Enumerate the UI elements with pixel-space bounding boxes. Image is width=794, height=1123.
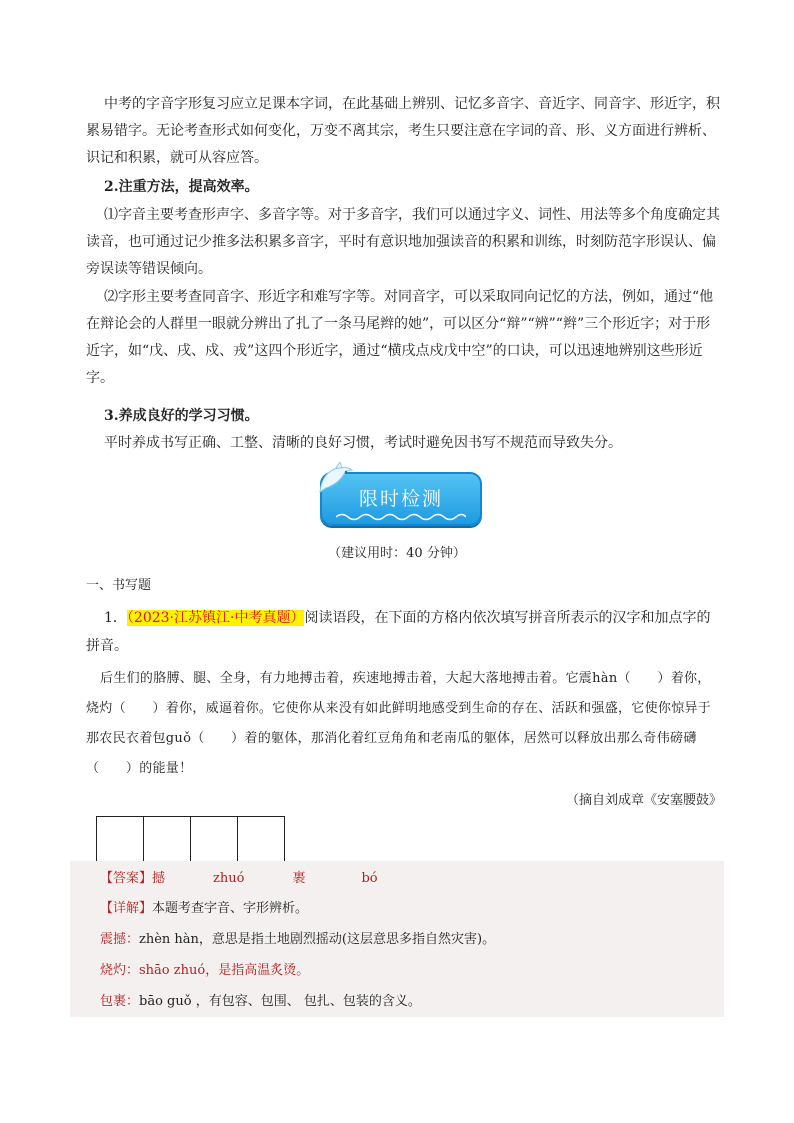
- detail-text: 本题考查字音、字形辨析。: [152, 901, 309, 916]
- detail-line: [100, 899, 308, 919]
- answer-cell[interactable]: [237, 816, 285, 862]
- question-text: 阅读语段，在下面的方格内依次填写拼音所表示的汉字和加点字的拼音。: [86, 610, 711, 654]
- intro-paragraph: 中考的字音字形复习应立足课本字词，在此基础上辨别、记忆多音字、音近字、同音字、形近字，积累易错字。无论考查形式如何变化，万变不离其宗，考生只要注意在字词的音、形、义方面进行辨析、识记和积累，就可从容应答。: [86, 96, 720, 166]
- reading-passage: 后生们的胳膊、腿、全身，有力地搏击着，疾速地搏击着，大起大落地搏击着。它震hàn（ ）着你，烧灼（ ）着你，威逼着你。它使你从来没有如此鲜明地感受到生命的存在、活跃和强盛，它使你惊异于那农民衣着包guǒ（ ）着的躯体，那消化着红豆角角和老南瓜的躯体，居然可以释放出那么奇伟磅礴（ ）的能量！: [86, 671, 712, 776]
- paragraph-shape: ⑵字形主要考查同音字、形近字和难写字等。对同音字，可以采取同向记忆的方法，例如，通过“他在辩论会的人群里一眼就分辨出了扎了一条马尾辫的她”，可以区分“辩”“辨”“辫”三个形近字；对于形近字，如“戊、戌、戍、戎”这四个形近字，通过“横戌点戍戊中空”的口诀，可以迅速地辨别这些形近字。: [86, 289, 714, 386]
- explanation-text: shāo zhuó，是指高温炙烫。: [139, 963, 310, 978]
- answer-item: bó: [361, 871, 378, 886]
- explanation-text: bāo guǒ ，有包容、包围、 包扎、包装的含义。: [139, 994, 421, 1009]
- question-source-tag: （2023·江苏镇江·中考真题）: [126, 610, 305, 626]
- heading-habit: 3.养成良好的学习习惯。: [104, 408, 259, 424]
- answer-panel: [70, 861, 724, 1017]
- explanation-line: [100, 961, 309, 981]
- answer-cell[interactable]: [143, 816, 191, 862]
- question-number: 1．: [104, 610, 127, 626]
- dolphin-icon: [316, 462, 356, 498]
- explanation-word: 震撼：: [100, 932, 140, 947]
- explanation-word: 烧灼：: [100, 963, 140, 978]
- answer-cell[interactable]: [190, 816, 238, 862]
- passage-source: （摘自刘成章《安塞腰鼓》: [565, 793, 722, 808]
- paragraph-habit: 平时养成书写正确、工整、清晰的良好习惯，考试时避免因书写不规范而导致失分。: [104, 435, 622, 451]
- timed-test-banner: [316, 462, 482, 526]
- wave-icon: [336, 512, 466, 522]
- section-title: 一、书写题: [86, 578, 152, 593]
- suggested-time: （建议用时：40 分钟）: [328, 546, 466, 561]
- answer-item: 撼: [152, 871, 166, 886]
- answer-cell[interactable]: [96, 816, 144, 862]
- banner-title: 限时检测: [358, 488, 443, 510]
- answer-item: 裹: [292, 871, 306, 886]
- paragraph-sound: ⑴字音主要考查形声字、多音字等。对于多音字，我们可以通过字义、词性、用法等多个角度确定其读音，也可通过记少推多法积累多音字，平时有意识地加强读音的积累和训练，时刻防范字形误认、偏旁误读等错误倾向。: [86, 207, 720, 277]
- question-1: [86, 604, 722, 660]
- explanation-line: [100, 992, 421, 1012]
- answer-grid: [97, 816, 285, 862]
- answer-item: zhuó: [213, 871, 245, 886]
- explanation-text: zhèn hàn，意思是指土地剧烈摇动(这层意思多指自然灾害)。: [139, 932, 496, 947]
- answer-line: [100, 869, 378, 889]
- detail-label: 【详解】: [100, 901, 153, 916]
- answer-label: 【答案】: [100, 871, 153, 886]
- explanation-word: 包裹：: [100, 994, 140, 1009]
- heading-method: 2.注重方法，提高效率。: [104, 179, 259, 195]
- explanation-line: [100, 930, 495, 950]
